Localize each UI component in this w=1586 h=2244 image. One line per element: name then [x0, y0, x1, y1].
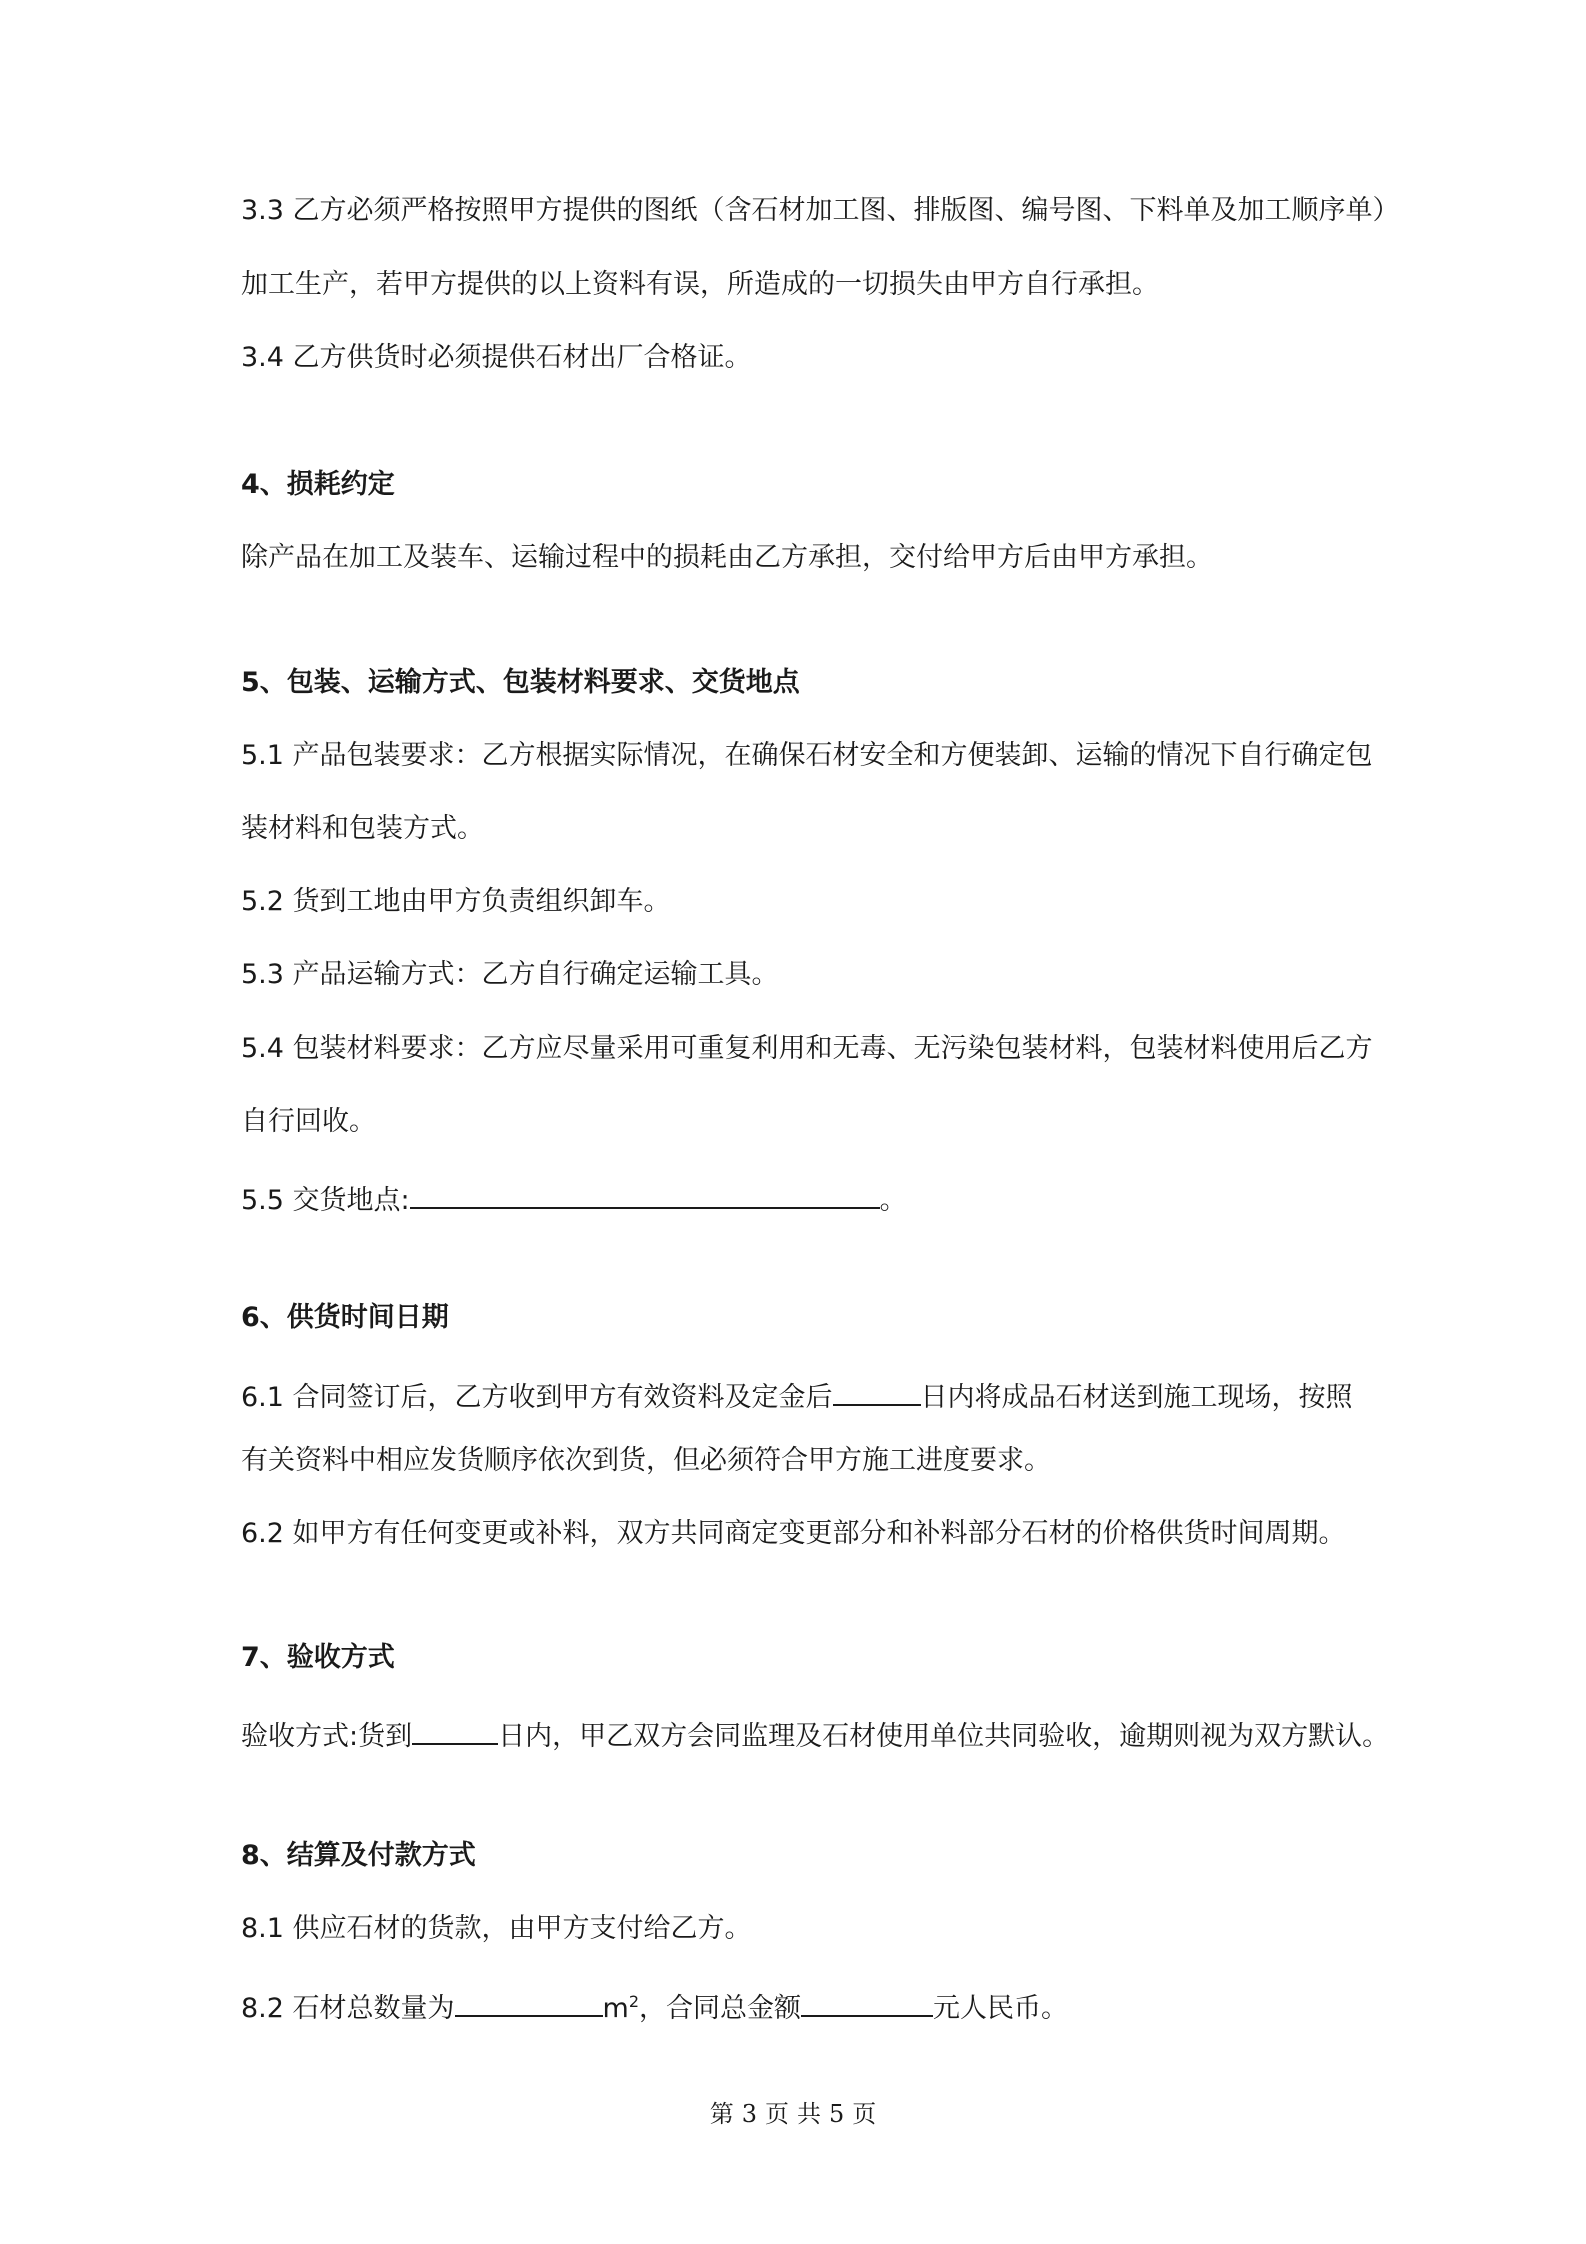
section-4-body: 除产品在加工及装车、运输过程中的损耗由乙方承担，交付给甲方后由甲方承担。 — [241, 542, 1213, 573]
clause-5-1-line2: 装材料和包装方式。 — [241, 813, 484, 844]
section-5-title: 5、包装、运输方式、包装材料要求、交货地点 — [241, 667, 800, 698]
clause-3-3-line2: 加工生产，若甲方提供的以上资料有误，所造成的一切损失由甲方自行承担。 — [241, 269, 1159, 300]
section-7-title: 7、验收方式 — [241, 1642, 395, 1673]
quantity-pre: 8.2 石材总数量为 — [241, 1993, 455, 2024]
clause-5-3: 5.3 产品运输方式：乙方自行确定运输工具。 — [241, 959, 779, 990]
area-unit: m — [602, 1993, 629, 2024]
area-unit-superscript: 2 — [628, 1992, 640, 2011]
footer-ye-2: 页 — [852, 2100, 877, 2128]
acceptance-pre: 验收方式:货到 — [241, 1721, 413, 1752]
page-footer — [0, 2098, 1586, 2130]
clause-6-2: 6.2 如甲方有任何变更或补料，双方共同商定变更部分和补料部分石材的价格供货时间周期。 — [241, 1518, 1346, 1549]
delivery-location-label: 5.5 交货地点: — [241, 1185, 410, 1216]
clause-3-3-line1: 3.3 乙方必须严格按照甲方提供的图纸（含石材加工图、排版图、编号图、下料单及加工顺序单） — [241, 195, 1400, 226]
section-6-title: 6、供货时间日期 — [241, 1302, 449, 1333]
amount-label: ，合同总金额 — [639, 1993, 802, 2024]
clause-6-1-line1 — [241, 1374, 1353, 1416]
acceptance-post: 日内，甲乙双方会同监理及石材使用单位共同验收，逾期则视为双方默认。 — [498, 1721, 1390, 1752]
clause-6-1-line2: 有关资料中相应发货顺序依次到货，但必须符合甲方施工进度要求。 — [241, 1445, 1051, 1476]
section-7-body — [241, 1713, 1389, 1755]
current-page-number: 3 — [741, 2100, 757, 2128]
delivery-location-blank[interactable] — [410, 1177, 880, 1209]
footer-ye: 页 — [765, 2100, 789, 2128]
supply-days-blank[interactable] — [833, 1374, 921, 1406]
delivery-location-end: 。 — [879, 1185, 907, 1216]
total-page-number: 5 — [829, 2100, 845, 2128]
contract-amount-blank[interactable] — [801, 1985, 933, 2017]
clause-3-4: 3.4 乙方供货时必须提供石材出厂合格证。 — [241, 342, 752, 373]
clause-5-5 — [241, 1177, 907, 1219]
section-8-title: 8、结算及付款方式 — [241, 1840, 476, 1871]
section-4-title: 4、损耗约定 — [241, 469, 395, 500]
clause-6-1-pre: 6.1 合同签订后，乙方收到甲方有效资料及定金后 — [241, 1382, 833, 1413]
acceptance-days-blank[interactable] — [412, 1713, 498, 1745]
footer-di: 第 — [709, 2100, 734, 2128]
clause-6-1-post: 日内将成品石材送到施工现场，按照 — [920, 1382, 1353, 1413]
stone-quantity-blank[interactable] — [455, 1985, 603, 2017]
clause-5-1-line1: 5.1 产品包装要求：乙方根据实际情况，在确保石材安全和方便装卸、运输的情况下自行确定包 — [241, 740, 1373, 771]
currency-label: 元人民币。 — [933, 1993, 1069, 2024]
clause-8-1: 8.1 供应石材的货款，由甲方支付给乙方。 — [241, 1913, 752, 1944]
clause-5-4-line1: 5.4 包装材料要求：乙方应尽量采用可重复利用和无毒、无污染包装材料，包装材料使用后乙方 — [241, 1033, 1373, 1064]
footer-gong: 共 — [797, 2100, 821, 2128]
clause-5-2: 5.2 货到工地由甲方负责组织卸车。 — [241, 886, 671, 917]
clause-8-2 — [241, 1984, 1068, 2027]
clause-5-4-line2: 自行回收。 — [241, 1106, 376, 1137]
